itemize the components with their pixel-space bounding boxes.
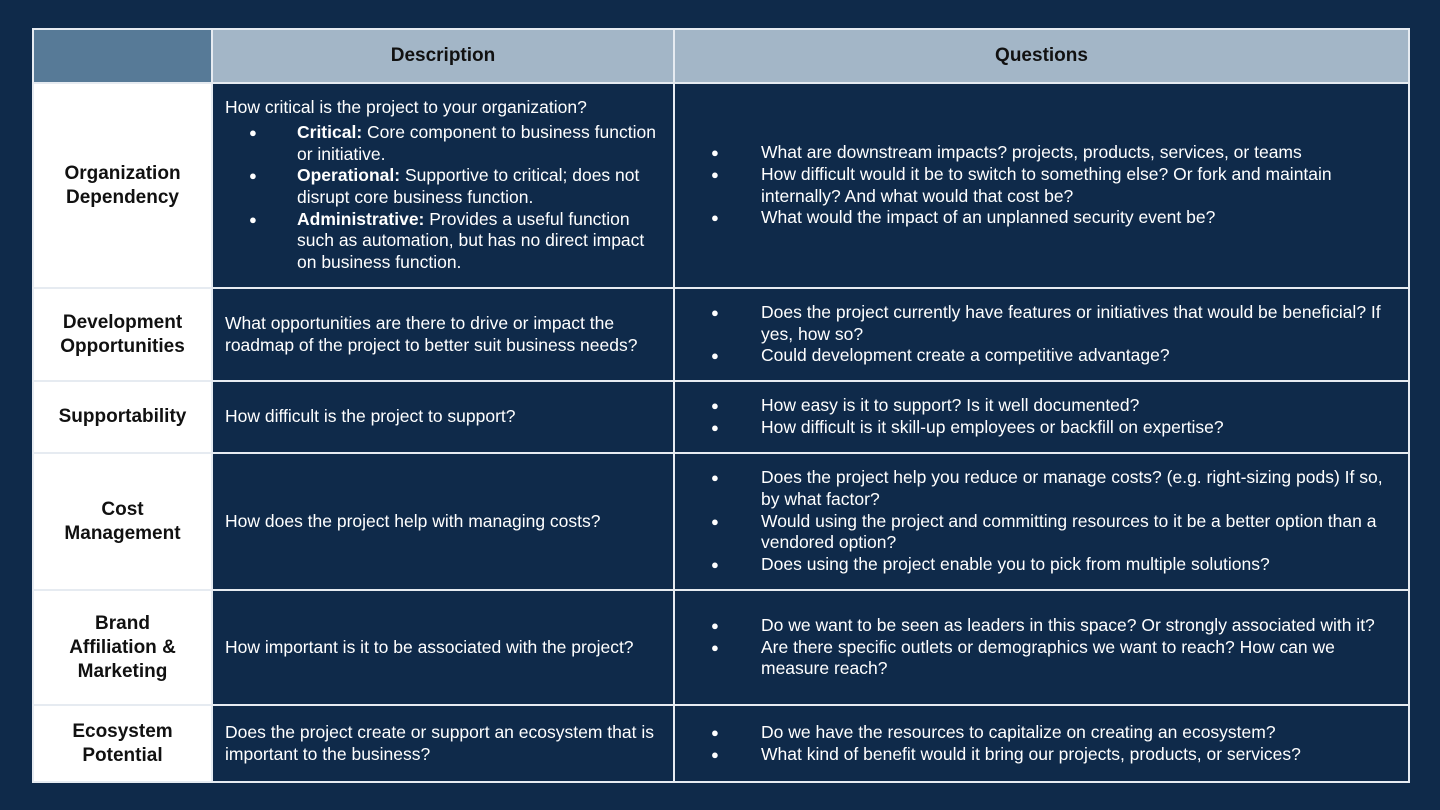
question-item xyxy=(711,207,1390,229)
question-list xyxy=(711,142,1390,229)
row-description xyxy=(212,288,674,381)
list-item xyxy=(225,122,663,165)
question-text: How difficult would it be to switch to something else? Or fork and maintain internally? And what would that cost be? xyxy=(761,163,1332,206)
question-item xyxy=(711,417,1390,439)
question-item xyxy=(711,744,1390,766)
header-row xyxy=(33,29,1409,83)
criticality-term: Administrative: xyxy=(297,208,425,229)
row-questions xyxy=(674,83,1409,288)
question-item xyxy=(711,615,1390,637)
question-text: What are downstream impacts? projects, products, services, or teams xyxy=(761,142,1302,163)
row-label-line: Brand xyxy=(95,612,150,634)
row-label-line: Affiliation & xyxy=(69,636,176,658)
row-label xyxy=(33,381,212,453)
question-item xyxy=(711,467,1390,510)
bullet-icon: ● xyxy=(711,746,719,762)
list-item xyxy=(225,209,663,274)
bullet-icon: ● xyxy=(711,420,719,435)
question-text: How difficult is it skill-up employees or backfill on expertise? xyxy=(761,417,1224,437)
row-label-line: Cost xyxy=(101,498,144,520)
row-description xyxy=(212,381,674,453)
table-row-organization-dependency xyxy=(33,83,1409,288)
bullet-icon: ● xyxy=(711,724,719,740)
bullet-icon: ● xyxy=(711,617,719,633)
description-text: How important is it to be associated with the project? xyxy=(225,636,634,657)
bullet-icon: ● xyxy=(711,639,719,655)
criticality-definition: Provides a useful function such as automation, but has no direct impact on business function. xyxy=(297,208,645,273)
row-label xyxy=(33,590,212,705)
criticality-term: Critical: xyxy=(297,121,363,142)
row-label-line: Supportability xyxy=(58,406,187,427)
question-item xyxy=(711,637,1390,680)
question-list xyxy=(711,722,1390,765)
question-text: Would using the project and committing resources to it be a better option than a vendored option? xyxy=(761,510,1377,553)
row-label-line: Development xyxy=(62,311,183,333)
question-text: Do we have the resources to capitalize on creating an ecosystem? xyxy=(761,721,1276,742)
description-text: How does the project help with managing costs? xyxy=(225,510,601,531)
header-corner-cell xyxy=(33,29,212,83)
question-item xyxy=(711,142,1390,164)
row-questions xyxy=(674,705,1409,782)
question-item xyxy=(711,164,1390,207)
question-item xyxy=(711,345,1390,367)
table-row-supportability xyxy=(33,381,1409,453)
criticality-definition: Supportive to critical; does not disrupt core business function. xyxy=(297,165,640,207)
criticality-term: Operational: xyxy=(297,165,401,186)
row-label xyxy=(33,453,212,590)
table-row-development-opportunities xyxy=(33,288,1409,381)
questions-column-header: Questions xyxy=(674,29,1409,83)
row-label-line: Marketing xyxy=(77,660,168,682)
row-description xyxy=(212,453,674,590)
question-text: What would the impact of an unplanned security event be? xyxy=(761,207,1216,228)
table-row-ecosystem-potential xyxy=(33,705,1409,782)
criteria-table xyxy=(32,28,1410,783)
question-text: How easy is it to support? Is it well documented? xyxy=(761,395,1140,416)
row-label xyxy=(33,288,212,381)
question-item xyxy=(711,302,1390,345)
list-item xyxy=(225,165,663,208)
row-questions xyxy=(674,381,1409,453)
bullet-icon: ● xyxy=(711,210,719,226)
bullet-icon: ● xyxy=(711,348,719,364)
question-list xyxy=(711,615,1390,680)
row-questions xyxy=(674,590,1409,705)
row-label-line: Opportunities xyxy=(60,335,185,357)
question-item xyxy=(711,722,1390,744)
question-text: Does the project currently have features or initiatives that would be beneficial? If yes, how so? xyxy=(761,301,1381,344)
bullet-icon: ● xyxy=(711,304,719,320)
bullet-icon: ● xyxy=(711,166,719,182)
question-text: Does using the project enable you to pick from multiple solutions? xyxy=(761,554,1270,575)
question-text: What kind of benefit would it bring our projects, products, or services? xyxy=(761,743,1301,764)
question-item xyxy=(711,511,1390,554)
criticality-definition: Core component to business function or initiative. xyxy=(297,121,656,164)
description-text: What opportunities are there to drive or impact the roadmap of the project to better suit business needs? xyxy=(225,312,638,355)
question-text: Could development create a competitive advantage? xyxy=(761,345,1170,366)
table-row-cost-management xyxy=(33,453,1409,590)
bullet-icon: ● xyxy=(711,557,719,573)
row-label xyxy=(33,705,212,782)
row-description xyxy=(212,705,674,782)
question-list xyxy=(711,467,1390,576)
criticality-list xyxy=(225,122,663,274)
table-row-brand-affiliation-marketing xyxy=(33,590,1409,705)
bullet-icon: ● xyxy=(249,168,257,184)
question-list xyxy=(711,395,1390,438)
row-description xyxy=(212,83,674,288)
bullet-icon: ● xyxy=(711,145,719,161)
bullet-icon: ● xyxy=(711,470,719,486)
bullet-icon: ● xyxy=(249,124,257,140)
row-label xyxy=(33,83,212,288)
question-text: Does the project help you reduce or manage costs? (e.g. right-sizing pods) If so, by what factor? xyxy=(761,467,1383,509)
row-label-line: Potential xyxy=(82,744,163,766)
row-description xyxy=(212,590,674,705)
row-label-line: Organization xyxy=(64,162,181,184)
bullet-icon: ● xyxy=(711,513,719,529)
description-text: How critical is the project to your organization? xyxy=(225,97,587,118)
row-label-line: Management xyxy=(64,522,181,544)
question-text: Are there specific outlets or demographics we want to reach? How can we measure reach? xyxy=(761,636,1335,679)
bullet-icon: ● xyxy=(711,398,719,414)
question-text: Do we want to be seen as leaders in this space? Or strongly associated with it? xyxy=(761,614,1375,635)
row-questions xyxy=(674,288,1409,381)
row-label-line: Dependency xyxy=(66,186,179,208)
description-text: Does the project create or support an ecosystem that is important to the business? xyxy=(225,721,654,764)
description-text: How difficult is the project to support? xyxy=(225,406,516,427)
bullet-icon: ● xyxy=(249,211,257,227)
row-label-line: Ecosystem xyxy=(72,720,173,742)
question-item xyxy=(711,395,1390,417)
question-list xyxy=(711,302,1390,367)
row-questions xyxy=(674,453,1409,590)
description-column-header: Description xyxy=(212,29,674,83)
question-item xyxy=(711,554,1390,576)
